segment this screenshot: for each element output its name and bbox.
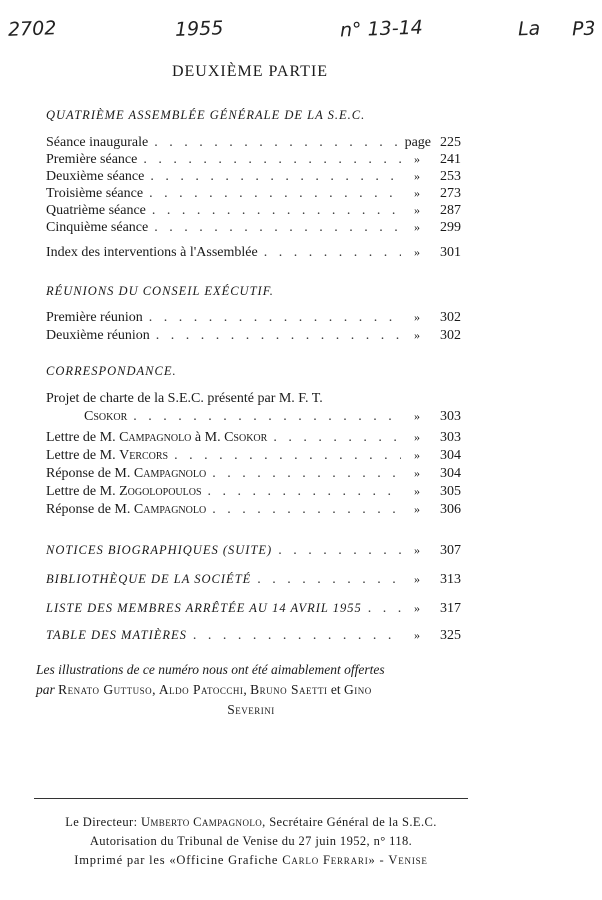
entry-label: Cinquième séance: [46, 220, 149, 235]
entry-page: 304: [440, 466, 461, 481]
entry-label: Première réunion: [46, 310, 143, 325]
ditto-mark: »: [414, 430, 420, 444]
handwritten-issue: n° 13-14: [339, 16, 424, 42]
entry-page: 313: [440, 572, 461, 587]
leader-dots: [154, 135, 398, 151]
entry-label: Deuxième réunion: [46, 328, 150, 343]
toc-entry: [46, 601, 461, 619]
entry-page: 253: [440, 169, 461, 184]
entry-label: Index des interventions à l'Assemblée: [46, 245, 258, 260]
entry-page: 304: [440, 448, 461, 463]
toc-entry: [46, 484, 461, 502]
ditto-mark: »: [414, 409, 420, 423]
illustrations-line-2: par Renato Guttuso, Aldo Patocchi, Bruno Saetti et Gino: [36, 682, 372, 697]
toc-entry: [46, 572, 461, 590]
toc-entry: [46, 135, 461, 153]
leader-dots: [149, 186, 401, 202]
leader-dots: [154, 220, 401, 236]
entry-page: 302: [440, 310, 461, 325]
entry-page: 302: [440, 328, 461, 343]
handwritten-year: 1955: [174, 17, 224, 41]
leader-dots: [264, 245, 401, 261]
ditto-mark: »: [414, 220, 420, 234]
ditto-mark: »: [414, 245, 420, 259]
toc-entry: [46, 169, 461, 187]
entry-page: 307: [440, 543, 461, 558]
ditto-mark: »: [414, 601, 420, 615]
entry-page: 301: [440, 245, 461, 260]
footer-printer: Imprimé par les «Officine Grafiche Carlo Ferrari» - Venise: [74, 853, 428, 867]
handwritten-ref: 2702: [7, 17, 57, 41]
entry-page: 273: [440, 186, 461, 201]
entry-label: Troisième séance: [46, 186, 144, 201]
toc-entry: [46, 245, 461, 263]
toc-entry: [46, 628, 461, 646]
leader-dots: [212, 502, 401, 518]
section-heading-conseil: RÉUNIONS DU CONSEIL EXÉCUTIF.: [46, 284, 274, 298]
ditto-mark: »: [414, 572, 420, 586]
entry-label: TABLE DES MATIÈRES: [46, 628, 187, 642]
toc-entry: [84, 409, 461, 427]
illustrations-credit: [36, 660, 466, 720]
ditto-mark: »: [414, 152, 420, 166]
entry-page: 317: [440, 601, 461, 616]
entry-label: Quatrième séance: [46, 203, 146, 218]
leader-dots: [150, 169, 401, 185]
ditto-mark: »: [414, 448, 420, 462]
leader-dots: [273, 430, 401, 446]
leader-dots: [149, 310, 401, 326]
entry-label: Réponse de M. Campagnolo: [46, 502, 207, 517]
entry-page-prefix: page: [404, 135, 431, 150]
section-heading-correspondance: CORRESPONDANCE.: [46, 364, 177, 378]
toc-entry: [46, 152, 461, 170]
ditto-mark: »: [414, 186, 420, 200]
ditto-mark: »: [414, 328, 420, 342]
toc-entry: [46, 220, 461, 238]
entry-page: 303: [440, 409, 461, 424]
illustrations-line-3: Severini: [227, 702, 275, 717]
toc-entry: [46, 466, 461, 484]
entry-page: 303: [440, 430, 461, 445]
leader-dots: [143, 152, 401, 168]
ditto-mark: »: [414, 466, 420, 480]
leader-dots: [278, 543, 401, 559]
entry-page: 225: [440, 135, 461, 150]
toc-entry: [46, 502, 461, 520]
part-title: DEUXIÈME PARTIE: [171, 63, 329, 80]
toc-entry: [46, 310, 461, 328]
entry-label: NOTICES BIOGRAPHIQUES (SUITE): [46, 543, 273, 557]
toc-entry: [46, 203, 461, 221]
ditto-mark: »: [414, 310, 420, 324]
leader-dots: [212, 466, 401, 482]
entry-label: Réponse de M. Campagnolo: [46, 466, 207, 481]
projet-line-1: Projet de charte de la S.E.C. présenté par M. F. T.: [46, 391, 323, 406]
toc-entry: [46, 186, 461, 204]
ditto-mark: »: [414, 543, 420, 557]
ditto-mark: »: [414, 203, 420, 217]
handwritten-code-b: P3: [571, 17, 596, 41]
leader-dots: [133, 409, 401, 425]
entry-label: Première séance: [46, 152, 138, 167]
entry-page: 305: [440, 484, 461, 499]
entry-label: Lettre de M. Vercors: [46, 448, 169, 463]
leader-dots: [174, 448, 401, 464]
footer-authorisation: Autorisation du Tribunal de Venise du 27 juin 1952, n° 118.: [89, 834, 413, 848]
toc-entry: [46, 328, 461, 346]
section-heading-assemblee: QUATRIÈME ASSEMBLÉE GÉNÉRALE DE LA S.E.C.: [46, 108, 366, 122]
entry-label: Lettre de M. Zogolopoulos: [46, 484, 202, 499]
entry-label: Deuxième séance: [46, 169, 145, 184]
toc-entry: [46, 543, 461, 561]
entry-label: LISTE DES MEMBRES ARRÊTÉE AU 14 AVRIL 1955: [46, 601, 362, 615]
leader-dots: [257, 572, 401, 588]
leader-dots: [208, 484, 401, 500]
entry-label: Csokor: [84, 409, 128, 424]
toc-entry: [46, 430, 461, 448]
entry-label: Lettre de M. Campagnolo à M. Csokor: [46, 430, 268, 445]
entry-page: 325: [440, 628, 461, 643]
ditto-mark: »: [414, 502, 420, 516]
entry-page: 241: [440, 152, 461, 167]
ditto-mark: »: [414, 484, 420, 498]
illustrations-line-1: Les illustrations de ce numéro nous ont été aimablement offertes: [36, 662, 385, 677]
ditto-mark: »: [414, 169, 420, 183]
entry-label: BIBLIOTHÈQUE DE LA SOCIÉTÉ: [46, 572, 252, 586]
ditto-mark: »: [414, 628, 420, 642]
entry-label: Séance inaugurale: [46, 135, 149, 150]
leader-dots: [368, 601, 401, 617]
entry-page: 287: [440, 203, 461, 218]
entry-page: 306: [440, 502, 461, 517]
entry-page: 299: [440, 220, 461, 235]
handwritten-code-a: La: [517, 17, 541, 41]
leader-dots: [193, 628, 401, 644]
leader-dots: [156, 328, 401, 344]
leader-dots: [152, 203, 401, 219]
toc-entry: [46, 448, 461, 466]
footer-director: Le Directeur: Umberto Campagnolo, Secrétaire Général de la S.E.C.: [65, 815, 437, 829]
footer-divider: [34, 798, 468, 799]
